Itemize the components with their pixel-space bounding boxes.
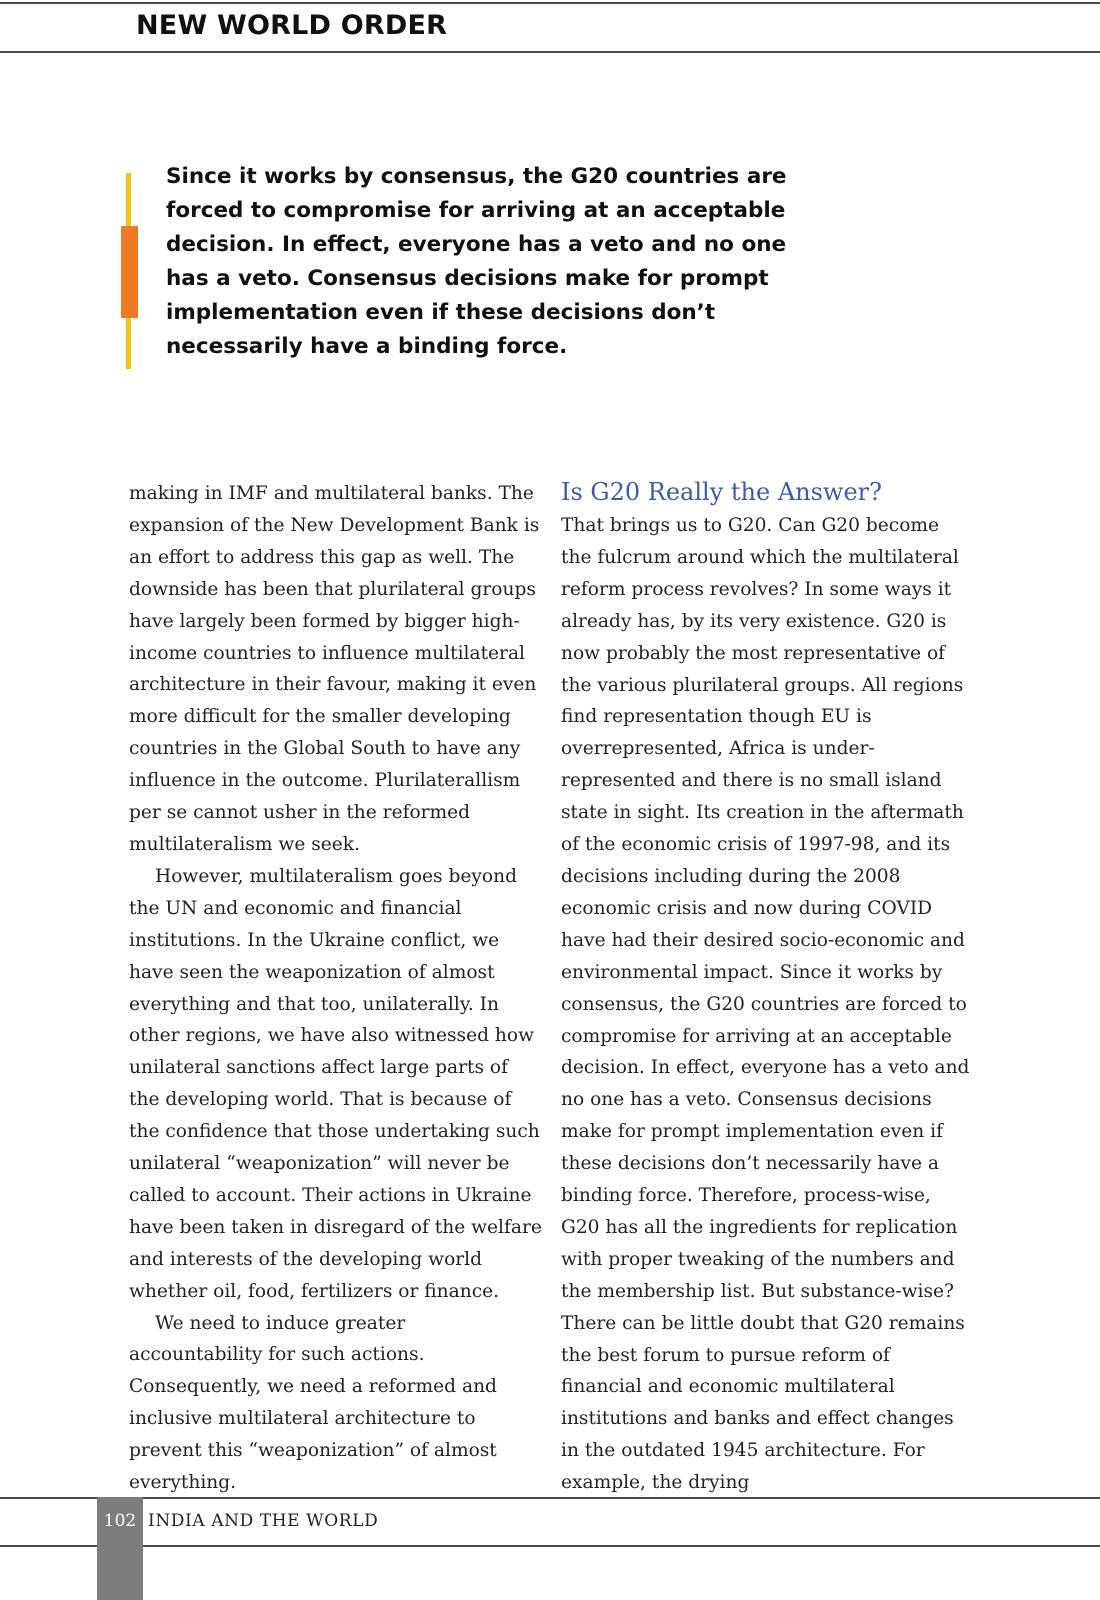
pull-quote-text: Since it works by consensus, the G20 countries are forced to compromise for arriving at an acceptable decision. In effect, everyone has a veto and no one has a veto. Consensus decisions make for prompt implementation even if these decisions don’t necessarily have a binding force.: [166, 164, 787, 359]
body-paragraph: However, multilateralism goes beyond the UN and economic and financial institutions. In the Ukraine conflict, we have seen the weaponization of almost everything and that too, unilaterally. In other regions, we have also witnessed how unilateral sanctions affect large parts of the developing world. That is because of the confidence that those undertaking such unilateral “weaponization” will never be called to account. Their actions in Ukraine have been taken in disregard of the welfare and interests of the developing world whether oil, food, fertilizers or finance.: [129, 865, 542, 1302]
body-paragraph: That brings us to G20. Can G20 become the fulcrum around which the multilateral reform process revolves? In some ways it already has, by its very existence. G20 is now probably the most representative of the various plurilateral groups. All regions find representation though EU is overrepresented, Africa is under-represented and there is no small island state in sight. Its creation in the aftermath of the economic crisis of 1997-98, and its decisions including during the 2008 economic crisis and now during COVID have had their desired socio-economic and environmental impact. Since it works by consensus, the G20 countries are forced to compromise for arriving at an acceptable decision. In effect, everyone has a veto and no one has a veto. Consensus decisions make for prompt implementation even if these decisions don’t necessarily have a binding force. Therefore, process-wise, G20 has all the ingredients for replication with proper tweaking of the numbers and the membership list. But substance-wise? There can be little doubt that G20 remains the best forum to pursue reform of financial and economic multilateral institutions and banks and effect changes in the outdated 1945 architecture. For example, the drying: [561, 515, 970, 1494]
footer-bottom-rule: [0, 1545, 1100, 1547]
header-bottom-rule: [0, 51, 1100, 53]
body-paragraph: We need to induce greater accountability for such actions. Consequently, we need a reformed and inclusive multilateral architecture to prevent this “weaponization” of almost everything.: [129, 1312, 497, 1494]
right-column: [561, 474, 971, 1499]
pull-quote-bar-orange: [121, 226, 138, 318]
header-top-rule: [0, 2, 1100, 4]
left-column: [129, 478, 544, 1499]
footer-top-rule: [0, 1497, 1100, 1499]
section-title: NEW WORLD ORDER: [136, 10, 448, 41]
publication-title: INDIA AND THE WORLD: [148, 1511, 379, 1531]
section-heading: Is G20 Really the Answer?: [561, 478, 883, 506]
page-number: 102: [103, 1511, 137, 1531]
body-paragraph: making in IMF and multilateral banks. The expansion of the New Development Bank is an effort to address this gap as well. The downside has been that plurilateral groups have largely been formed by bigger high-income countries to influence multilateral architecture in their favour, making it even more difficult for the smaller developing countries in the Global South to have any influence in the outcome. Plurilaterallism per se cannot usher in the reformed multilateralism we seek.: [129, 483, 540, 855]
